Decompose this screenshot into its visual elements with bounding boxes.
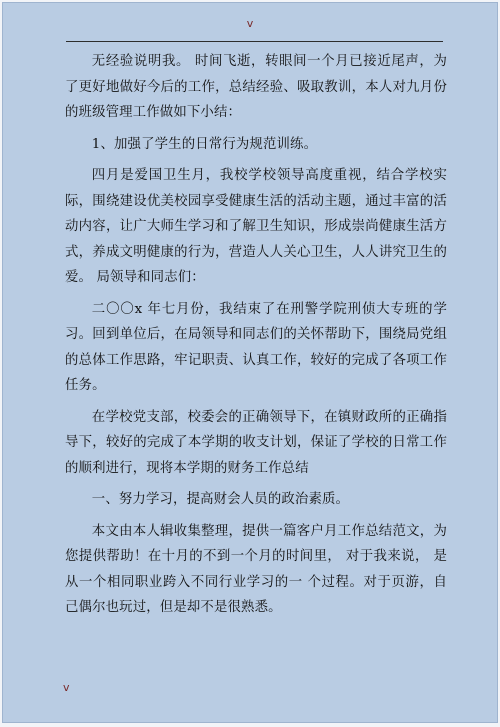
paragraph-4: 二〇〇x 年七月份，我结束了在刑警学院刑侦大专班的学习。回到单位后，在局领导和同志们的关怀帮助下，围绕局党组的总体工作思路，牢记职责、认真工作，较好的完成了各项工作任务。 — [65, 301, 447, 393]
header-mark: v — [246, 17, 254, 30]
document-page — [2, 2, 498, 723]
paragraph-3: 四月是爱国卫生月，我校学校领导高度重视，结合学校实际，围绕建设优美校园享受健康生活的活动主题，通过丰富的活动内容，让广大师生学习和了解卫生知识，形成崇尚健康生活方式，养成文明健康的行为，营造人人关心卫生，人人讲究卫生的爱。 局领导和同志们： — [65, 168, 447, 285]
paragraph-2: 1、加强了学生的日常行为规范训练。 — [91, 136, 318, 152]
footer-mark: v — [63, 681, 70, 694]
paragraph-1: 无经验说明我。 时间飞逝，转眼间一个月已接近尾声，为了更好地做好今后的工作，总结经验、吸取教训，本人对九月份的班级管理工作做如下小结： — [65, 54, 447, 120]
document-body — [65, 49, 447, 621]
header-rule — [66, 41, 443, 42]
paragraph-6: 一、努力学习，提高财会人员的政治素质。 — [91, 492, 350, 507]
paragraph-5: 在学校党支部，校委会的正确领导下，在镇财政所的正确指导下，较好的完成了本学期的收支计划，保证了学校的日常工作的顺利进行，现将本学期的财务工作总结 — [65, 409, 447, 476]
paragraph-7: 本文由本人辑收集整理，提供一篇客户月工作总结范文，为您提供帮助！在十月的不到一个月的时间里， 对于我来说， 是从一个相同职业跨入不同行业学习的一 个过程。对于页游，自己偶尔也玩过，但是却不是很熟悉。 — [65, 523, 447, 615]
